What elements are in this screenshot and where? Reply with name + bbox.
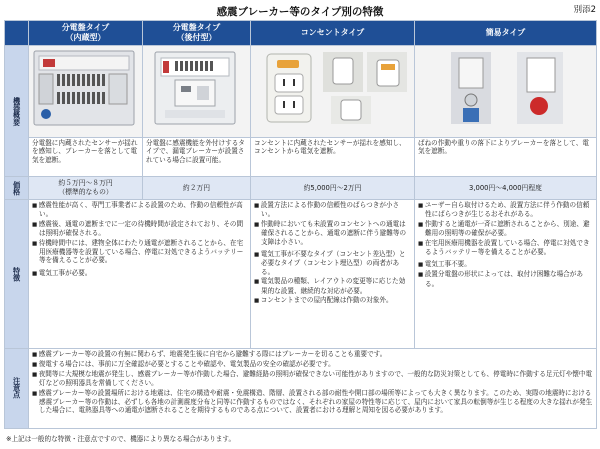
image-simple — [415, 46, 597, 137]
note-item: ■ 感震ブレーカー等の設置の有無に関わらず、地震発生後に自宅から避難する際にはブレーカーを切ることも重要です。 — [32, 350, 593, 359]
page-title: 感震ブレーカー等のタイプ別の特徴 — [216, 6, 384, 18]
outlet-type-device-photos-icon — [253, 48, 411, 128]
note-item: ■ 感震ブレーカー等の設置場所における地震は、住宅の構造や耐震・免震構造、階層、設置される部の耐性や開口部の場所等によっても大きく異なります。このため、実際の地震時における感震ブレーカー等の作動は、必ずしも各地の計測震度分布と同等に作動するものではなく、それぞれの家屋の特性等に応じて、屋内において家具の転倒等が生じる程度の大きな揺れが発生した場合に、電熱器具等への通電が遮断されることを期待するものである点について、設置者における理解と周知を図る必要があります。 — [32, 389, 593, 415]
features-distribution-board — [29, 200, 251, 348]
built-in-distribution-board-photo-icon — [31, 48, 137, 128]
overview-builtin: 分電盤に内蔵されたセンサーが揺れを感知し、ブレーカーを落として電気を遮断。 — [29, 137, 143, 177]
retrofit-distribution-board-photo-icon — [145, 48, 245, 128]
price-outlet: 約5,000円～2万円 — [251, 177, 415, 200]
price-builtin — [29, 177, 143, 200]
feature-item: ■ コンセントまでの屋内配線は作動の対象外。 — [254, 296, 411, 305]
features-outlet — [251, 200, 415, 348]
header-col-simple — [415, 21, 597, 46]
note-item: ■ 復電する場合には、事前に万全確認が必要とすることや確認や、電気製品の安全の確認が必要です。 — [32, 360, 593, 369]
image-retrofit — [143, 46, 251, 137]
feature-item: ■ ユーザー自ら取付けるため、設置方法に伴う作動の信頼性にばらつきが生じるおそれがある。 — [418, 201, 593, 219]
header-sub: （内蔵型） — [65, 33, 106, 43]
row-label-price: 価格 — [5, 177, 29, 200]
header-name: コンセントタイプ — [300, 28, 365, 38]
notes-cell — [29, 348, 597, 428]
row-label-overview: 機器概要 — [5, 46, 29, 177]
header-col-builtin — [29, 21, 143, 46]
note-item: ■ 夜間等に大規模な地震が発生し、感震ブレーカー等が作動した場合、避難経路の照明が確保できない可能性がありますので、一般的な防災対策としても、停電時に作動する足元灯や懐中電灯などの照明器具を常備してください。 — [32, 370, 593, 388]
feature-item: ■ 電気工事が必要。 — [32, 269, 247, 278]
feature-item: ■ 設置方法による作動の信頼性のばらつきが小さい。 — [254, 201, 411, 219]
simple-type-device-photos-icon — [417, 48, 593, 128]
comparison-table — [4, 20, 597, 429]
price-value: 約５万円～８万円 — [58, 179, 113, 188]
header-name: 分電盤タイプ — [61, 23, 110, 33]
header-col-retrofit — [143, 21, 251, 46]
feature-item: ■ 電気工事不要。 — [418, 260, 593, 269]
footnote: ※上記は一般的な特徴・注意点ですので、機器により異なる場合があります。 — [6, 435, 236, 443]
image-outlet — [251, 46, 415, 137]
feature-item: ■ 作動すると通電が一斉に遮断されることから、別途、避難用の照明等の確保が必要。 — [418, 220, 593, 238]
overview-outlet: コンセントに内蔵されたセンサーが揺れを感知し、コンセントから電気を遮断。 — [251, 137, 415, 177]
feature-item: ■ 設置分電盤の形状によっては、取付け困難な場合がある。 — [418, 270, 593, 288]
feature-item: ■ 電気製品の種類、レイアウトの変更等に応じた効果的な設置、継続的な対応が必要。 — [254, 277, 411, 295]
row-label-notes: 注意点 — [5, 348, 29, 428]
feature-item: ■ 感震後、通電の遮断までに一定の待機時間が設定されており、その間は照明が確保される。 — [32, 220, 247, 238]
price-note: （標準的なもの） — [58, 188, 113, 197]
feature-item: ■ 在宅用医療用機器を設置している場合、停電に対処できるようバッテリー等を備えることが必要。 — [418, 239, 593, 257]
price-retrofit: 約２万円 — [143, 177, 251, 200]
header-col-outlet — [251, 21, 415, 46]
feature-item: ■ 電気工事が不要なタイプ（コンセント差込型）と必要なタイプ（コンセント埋込型）の両者がある。 — [254, 250, 411, 276]
header-name: 分電盤タイプ — [172, 23, 221, 33]
price-simple: 3,000円～4,000円程度 — [415, 177, 597, 200]
header-corner — [5, 21, 29, 46]
annex-label: 別添2 — [573, 5, 596, 15]
image-builtin — [29, 46, 143, 137]
feature-item: ■ 作動時においても未設置のコンセントへの通電は確保されることから、通電の遮断に伴う避難等の支障は小さい。 — [254, 220, 411, 246]
overview-simple: ばねの作動や重りの落下によりブレーカーを落として、電気を遮断。 — [415, 137, 597, 177]
overview-retrofit: 分電盤に感震機能を外付けするタイプで、漏電ブレーカーが設置されている場合に設置可能。 — [143, 137, 251, 177]
features-simple — [415, 200, 597, 348]
feature-item: ■ 感震性能が高く、専門工事業者による設置のため、作動の信頼性が高い。 — [32, 201, 247, 219]
feature-item: ■ 待機時間中には、建物全体にわたり通電が遮断されることから、在宅用医療機器等を設置している場合、停電に対処できるようバッテリー等を備えることが必要。 — [32, 239, 247, 265]
header-name: 簡易タイプ — [485, 28, 526, 38]
row-label-features: 特徴 — [5, 200, 29, 348]
header-sub: （後付型） — [176, 33, 217, 43]
